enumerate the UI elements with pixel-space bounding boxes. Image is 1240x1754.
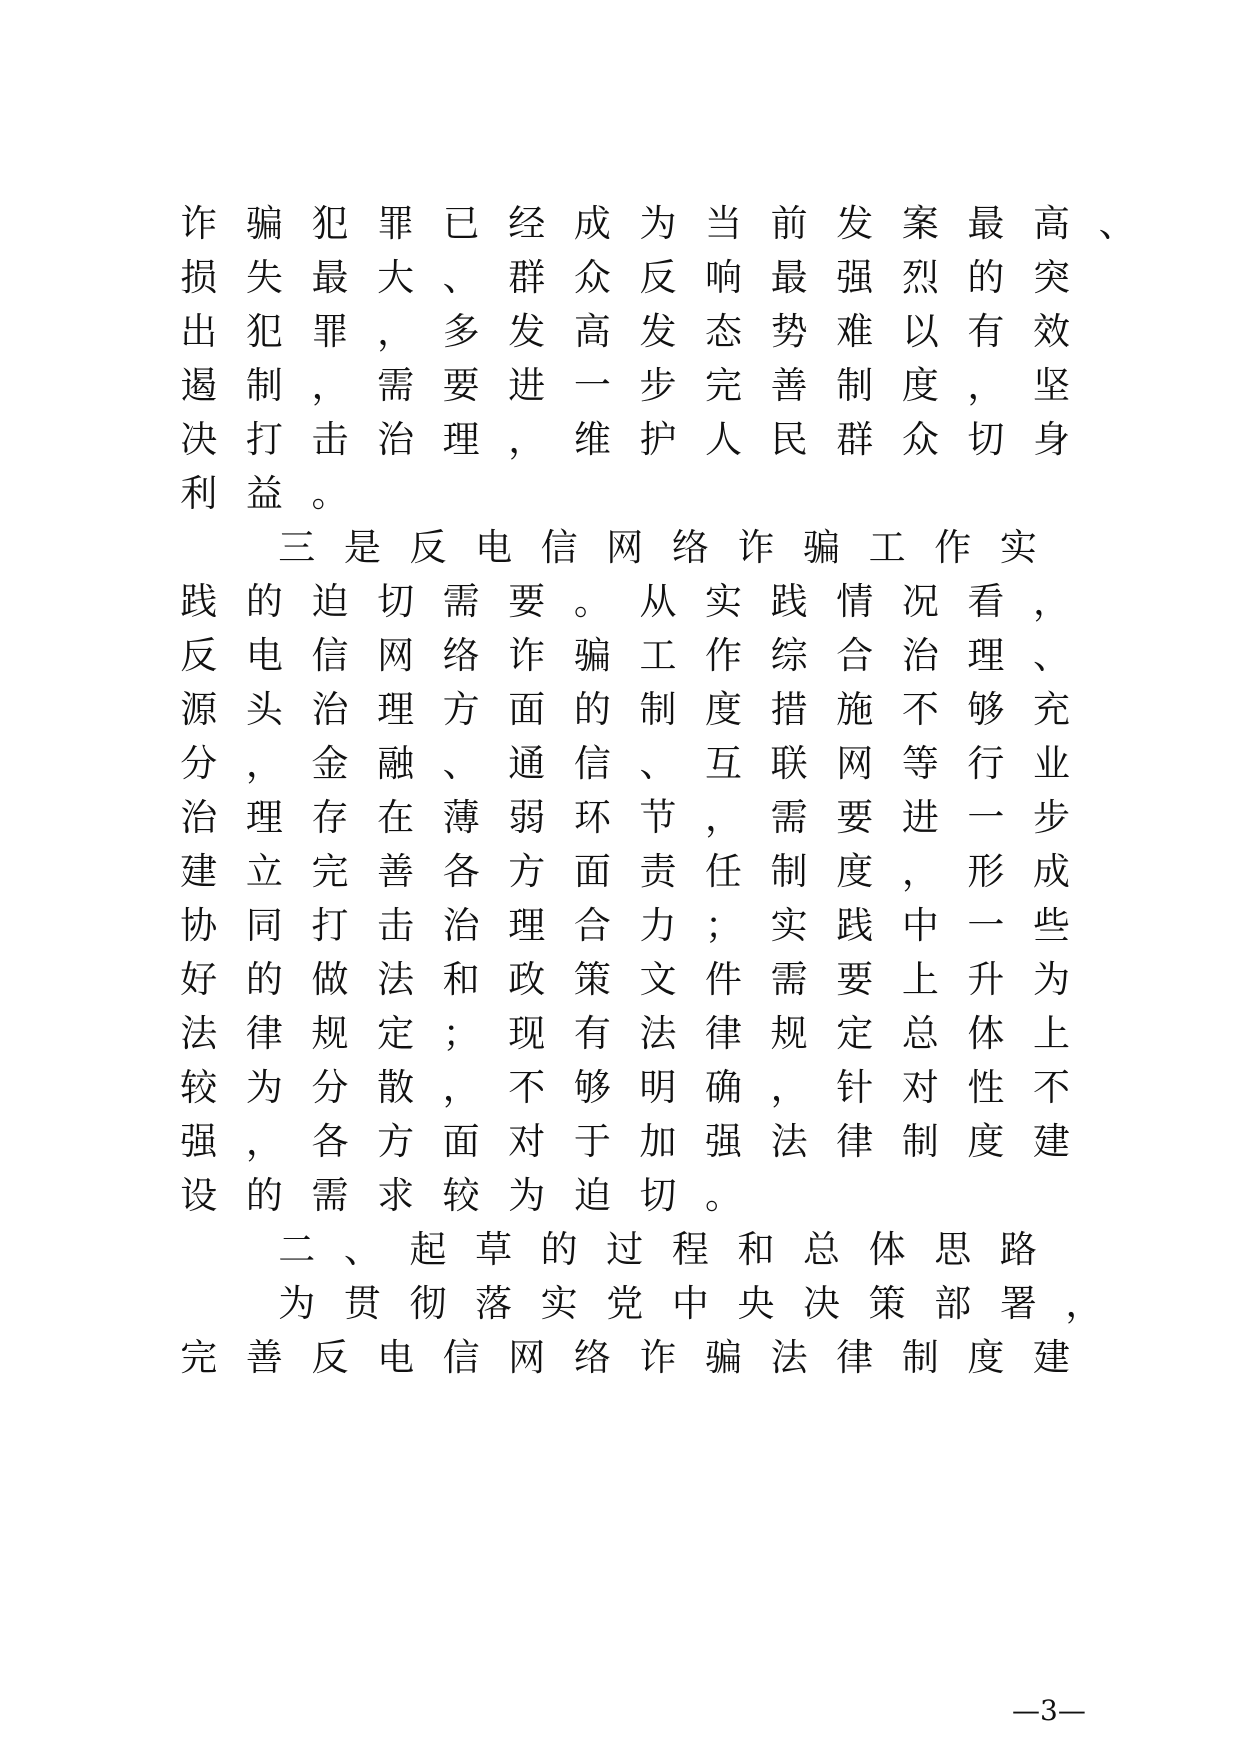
text-line-15: 好 的 做 法 和 政 策 文 件 需 要 上 升 为: [180, 958, 1071, 1001]
text-line-18: 强 ， 各 方 面 对 于 加 强 法 律 制 度 建: [180, 1120, 1071, 1163]
text-line-6: 利 益 。: [180, 472, 349, 515]
text-line-10: 源 头 治 理 方 面 的 制 度 措 施 不 够 充: [180, 688, 1071, 731]
text-line-4: 遏 制 ， 需 要 进 一 步 完 善 制 度 ， 坚: [180, 364, 1071, 407]
text-line-19: 设 的 需 求 较 为 迫 切 。: [180, 1174, 743, 1217]
text-line-8: 践 的 迫 切 需 要 。 从 实 践 情 况 看 ，: [180, 580, 1071, 623]
section-heading-two: 二 、 起 草 的 过 程 和 总 体 思 路: [278, 1228, 1037, 1271]
text-line-5: 决 打 击 治 理 ， 维 护 人 民 群 众 切 身: [180, 418, 1071, 461]
page-number: —3—: [1012, 1694, 1086, 1727]
text-line-22: 完 善 反 电 信 网 络 诈 骗 法 律 制 度 建: [180, 1336, 1071, 1379]
text-line-17: 较 为 分 散 ， 不 够 明 确 ， 针 对 性 不: [180, 1066, 1071, 1109]
text-line-13: 建 立 完 善 各 方 面 责 任 制 度 ， 形 成: [180, 850, 1071, 893]
text-line-9: 反 电 信 网 络 诈 骗 工 作 综 合 治 理 、: [180, 634, 1071, 677]
text-line-21: 为 贯 彻 落 实 党 中 央 决 策 部 署 ，: [278, 1282, 1103, 1325]
text-line-12: 治 理 存 在 薄 弱 环 节 ， 需 要 进 一 步: [180, 796, 1071, 839]
text-line-14: 协 同 打 击 治 理 合 力 ； 实 践 中 一 些: [180, 904, 1071, 947]
paragraph-heading-three: 三 是 反 电 信 网 络 诈 骗 工 作 实: [278, 526, 1037, 569]
text-line-16: 法 律 规 定 ； 现 有 法 律 规 定 总 体 上: [180, 1012, 1071, 1055]
text-line-1: 诈 骗 犯 罪 已 经 成 为 当 前 发 案 最 高 、: [180, 202, 1136, 245]
text-line-11: 分 ， 金 融 、 通 信 、 互 联 网 等 行 业: [180, 742, 1071, 785]
text-line-3: 出 犯 罪 ， 多 发 高 发 态 势 难 以 有 效: [180, 310, 1071, 353]
text-line-2: 损 失 最 大 、 群 众 反 响 最 强 烈 的 突: [180, 256, 1071, 299]
